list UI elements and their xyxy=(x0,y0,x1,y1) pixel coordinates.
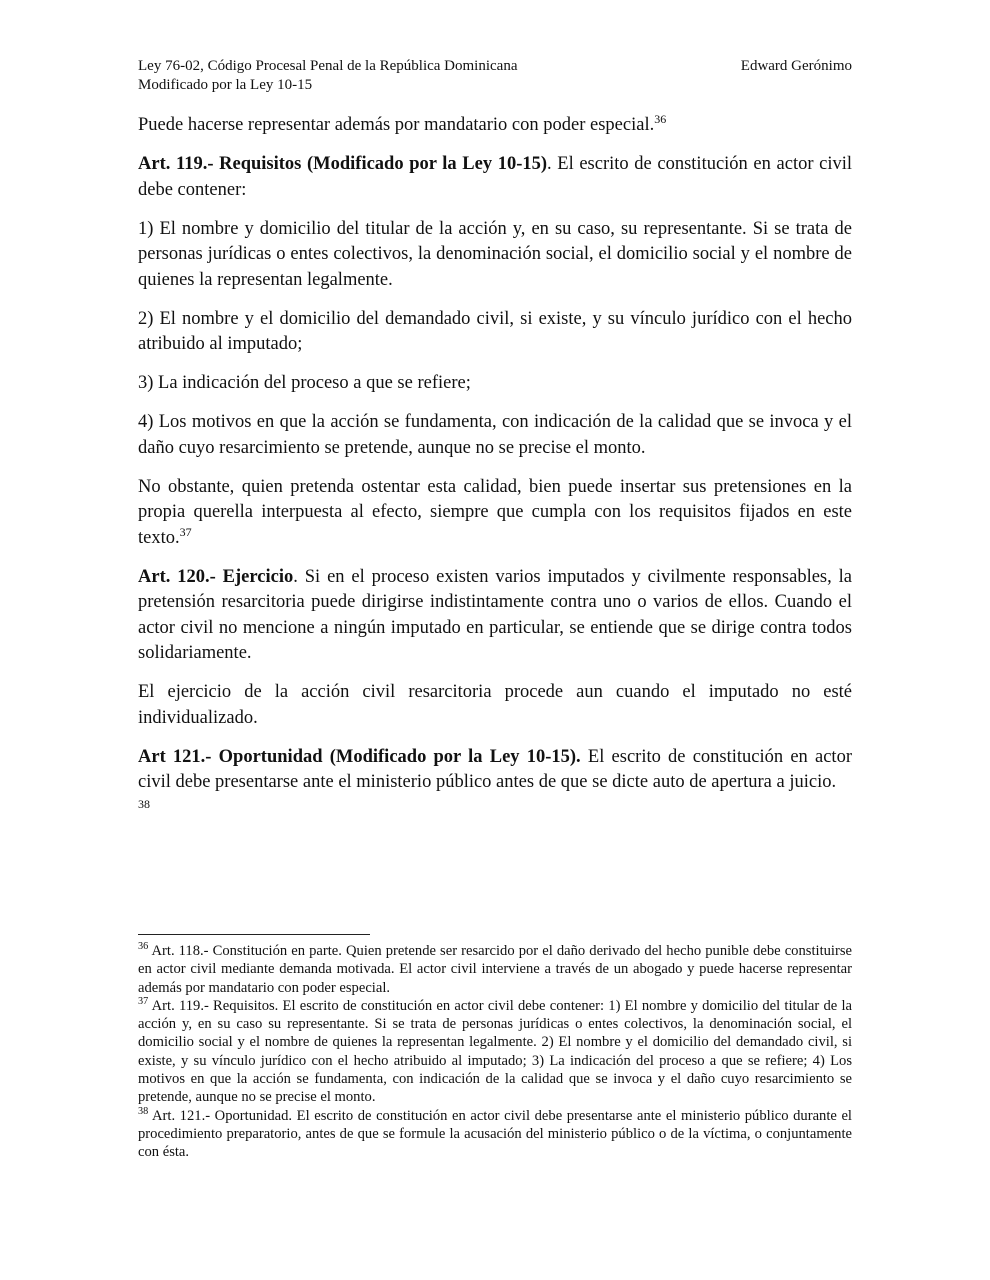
footnote-separator xyxy=(138,934,370,935)
article-121-title: Art 121.- Oportunidad (Modificado por la Ley 10-15). xyxy=(138,746,581,767)
header-author: Edward Gerónimo xyxy=(740,58,852,74)
document-body xyxy=(138,113,852,823)
page-header xyxy=(138,57,852,95)
article-121-heading: Art 121.- Oportunidad (Modificado por la Ley 10-15). El escrito de constitución en actor civil debe presentarse ante el ministerio público antes de que se dicte auto de apertura a juicio. 38 xyxy=(138,746,852,811)
footnote-number: 38 xyxy=(138,1105,149,1117)
header-title-line1: Ley 76-02, Código Procesal Penal de la República Dominicana xyxy=(138,58,518,74)
footnote-number: 37 xyxy=(138,996,149,1008)
list-item-4: 4) Los motivos en que la acción se fundamenta, con indicación de la calidad que se invoca y el daño cuyo resarcimiento se pretende, aunque no se precise el monto. xyxy=(138,412,852,458)
article-120-title: Art. 120.- Ejercicio xyxy=(138,566,294,587)
article-120-heading: Art. 120.- Ejercicio. Si en el proceso existen varios imputados y civilmente responsables, la pretensión resarcitoria puede dirigirse indistintamente contra uno o varios de ellos. Cuando el actor civil no mencione a ningún imputado en particular, se entiende que se dirige contra todos solidariamente. xyxy=(138,566,853,663)
list-item-3: 3) La indicación del proceso a que se refiere; xyxy=(138,373,471,393)
footnote-ref-36: 36 xyxy=(654,111,667,126)
list-item-2: 2) El nombre y el domicilio del demandado civil, si existe, y su vínculo jurídico con el hecho atribuido al imputado; xyxy=(138,308,852,354)
footnotes xyxy=(138,942,852,1162)
article-119-title: Art. 119.- Requisitos (Modificado por la Ley 10-15) xyxy=(138,154,548,174)
footnote-ref-37: 37 xyxy=(179,524,192,539)
paragraph-ejercicio: El ejercicio de la acción civil resarcitoria procede aun cuando el imputado no esté individualizado. xyxy=(138,682,852,728)
header-title-line2: Modificado por la Ley 10-15 xyxy=(138,77,313,93)
footnote-36: $^{36}$ Art. 118.- Constitución en parte. Quien pretende ser resarcido por el daño derivado del hecho punible debe constituirse en actor civil mediante demanda motivada. El actor civil interviene a través de un abogado y puede hacerse representar además por mandatario con poder especial. xyxy=(138,941,852,996)
paragraph-no-obstante: No obstante, quien pretenda ostentar esta calidad, bien puede insertar sus pretensiones en la propia querella interpuesta al efecto, siempre que cumpla con los requisitos fijados en este texto.$^{37}$ xyxy=(138,476,852,548)
footnote-38: $^{38}$ Art. 121.- Oportunidad. El escrito de constitución en actor civil debe presentarse ante el ministerio público durante el procedimiento preparatorio, antes de que se formule la acusación del ministerio público o de la víctima, o conjuntamente con ésta. xyxy=(138,1105,852,1161)
paragraph-representation: Puede hacerse representar además por mandatario con poder especial.$^{36}$ xyxy=(138,111,667,135)
list-item-1: 1) El nombre y domicilio del titular de la acción y, en su caso, su representante. Si se trata de personas jurídicas o entes colectivos, la denominación social, el domicilio social y el nombre de quienes la representan legalmente. xyxy=(138,218,852,290)
footnote-ref-38: 38 xyxy=(138,796,150,811)
footnote-number: 36 xyxy=(138,941,149,953)
article-119-heading: Art. 119.- Requisitos (Modificado por la Ley 10-15). El escrito de constitución en actor civil debe contener: xyxy=(138,154,852,200)
footnote-37: $^{37}$ Art. 119.- Requisitos. El escrito de constitución en actor civil debe contener: 1) El nombre y domicilio del titular de la acción y, en su caso su representante. Si se trata de personas jurídicas o entes colectivos, la denominación social, el domicilio social y el nombre de quienes la representan legalmente. 2) El nombre y el domicilio del demandado civil, si existe, y su vínculo jurídico con el hecho atribuido al imputado; 3) La indicación del proceso a que se refiere; 4) Los motivos en que la acción se fundamenta, con indicación de la calidad que se invoca y el daño cuyo resarcimiento se pretende, aunque no se precise el monto. xyxy=(138,996,852,1106)
